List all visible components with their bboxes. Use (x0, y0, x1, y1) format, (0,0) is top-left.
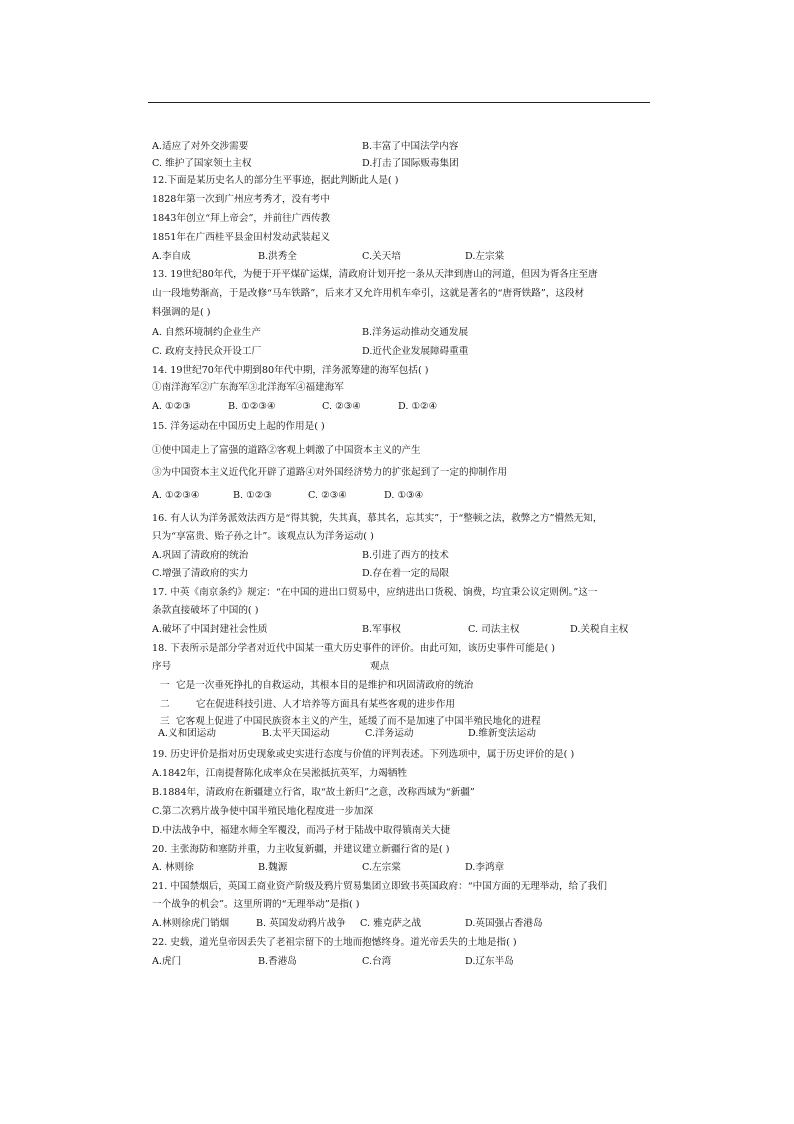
table-row-text: 它在促进科技引进、人才培养等方面具有某些客观的进步作用 (196, 699, 456, 710)
answer-option: D.存在着一定的局限 (362, 568, 450, 579)
answer-option: A.林则徐虎门销烟 (152, 918, 230, 929)
text-line: B.1884年，清政府在新疆建立行省，取“故土新归”之意，改称西域为“新疆” (152, 787, 475, 798)
answer-option: D.维新变法运动 (468, 728, 536, 739)
answer-option: C. 政府支持民众开设工厂 (152, 346, 262, 357)
answer-option: A.虎门 (152, 956, 182, 967)
text-line: ③为中国资本主义近代化开辟了道路④对外国经济势力的扩张起到了一定的抑制作用 (152, 467, 507, 478)
table-row-text: 它是一次垂死挣扎的自救运动，其根本目的是维护和巩固清政府的统治 (176, 680, 474, 691)
text-line: ①南洋海军②广东海军③北洋海军④福建海军 (152, 382, 344, 393)
text-line: A.1842年，江南提督陈化成率众在吴淞抵抗英军，力竭牺牲 (152, 768, 408, 779)
text-line: 18. 下表所示是部分学者对近代中国某一重大历史事件的评价。由此可知，该历史事件可能是( ) (152, 643, 555, 654)
answer-option: B. 英国发动鸦片战争 (256, 918, 346, 929)
answer-option: A.巩固了清政府的统治 (152, 550, 249, 561)
answer-option: B.洋务运动推动交通发展 (362, 327, 469, 338)
answer-option: C.左宗棠 (362, 862, 401, 873)
answer-option: D. ①③④ (384, 490, 424, 501)
answer-option: D.英国强占香港岛 (465, 918, 543, 929)
answer-option: A.李自成 (152, 251, 191, 262)
answer-option: A. ①②③ (152, 401, 191, 412)
answer-option: D.近代企业发展障碍重重 (362, 346, 469, 357)
answer-option: B. ①②③④ (228, 401, 276, 412)
text-line: 条款直接破坏了中国的( ) (152, 605, 259, 616)
text-line: 21. 中国禁烟后，英国工商业资产阶级及鸦片贸易集团立即致书英国政府：“中国方面的无理举动，给了我们 (152, 881, 607, 892)
text-line: 14. 19世纪70年代中期到80年代中期，洋务派筹建的海军包括( ) (152, 365, 429, 376)
text-line: 山一段地势渐高，于是改修“马车铁路”，后来才又允许用机车牵引，这就是著名的“唐胥铁路”，这段材 (152, 288, 585, 299)
text-line: 15. 洋务运动在中国历史上起的作用是( ) (152, 421, 325, 432)
answer-option: D.左宗棠 (465, 251, 505, 262)
text-line: C.第二次鸦片战争使中国半殖民地化程度进一步加深 (152, 806, 374, 817)
answer-option: B. ①②③ (233, 490, 272, 501)
answer-option: A.破坏了中国封建社会性质 (152, 624, 268, 635)
text-line: 只为“享富贵、贻子孙之计”。该观点认为洋务运动( ) (152, 531, 374, 542)
text-line: 20. 主张海防和塞防并重，力主收复新疆，并建议建立新疆行省的是( ) (152, 844, 450, 855)
text-line: 1851年在广西桂平县金田村发动武装起义 (152, 232, 330, 243)
text-line: 22. 史载，道光皇帝因丢失了老祖宗留下的土地而抱憾终身。道光帝丢失的土地是指( ) (152, 937, 517, 948)
answer-option: B.魏源 (258, 862, 288, 873)
answer-option: C. ②③④ (308, 490, 347, 501)
table-row-text: 它客观上促进了中国民族资本主义的产生，延缓了而不是加速了中国半殖民地化的进程 (176, 716, 541, 727)
answer-option: D. ①②④ (398, 401, 438, 412)
answer-option: A. 自然环境制约企业生产 (152, 327, 261, 338)
text-line: 一个战争的机会”。这里所谓的“无理举动”是指( ) (152, 899, 360, 910)
answer-option: C. 维护了国家领土主权 (152, 158, 252, 169)
answer-option: B.丰富了中国法学内容 (362, 141, 459, 152)
text-line: 1843年创立“拜上帝会”，并前往广西传教 (152, 213, 331, 224)
table-row-no: 二 (160, 699, 170, 710)
answer-option: B.引进了西方的技术 (362, 550, 449, 561)
answer-option: A.适应了对外交涉需要 (152, 141, 249, 152)
table-row-no: 三 (160, 716, 170, 727)
answer-option: A. ①②③④ (152, 490, 200, 501)
answer-option: D.辽东半岛 (465, 956, 514, 967)
table-row-no: 一 (160, 680, 170, 691)
answer-option: C.增强了清政府的实力 (152, 568, 249, 579)
answer-option: D.关税自主权 (570, 624, 629, 635)
answer-option: C. 雅克萨之战 (360, 918, 422, 929)
text-line: ①使中国走上了富强的道路②客观上刺激了中国资本主义的产生 (152, 445, 421, 456)
answer-option: D.打击了国际贩毒集团 (362, 158, 459, 169)
answer-option: C. ②③④ (322, 401, 361, 412)
answer-option: A.义和团运动 (158, 728, 216, 739)
table-header-no: 序号 (152, 661, 172, 672)
text-line: 16. 有人认为洋务派效法西方是“得其貌，失其真，慕其名，忘其实”，于“整顿之法，救弊之方”懵然无知， (152, 513, 603, 524)
answer-option: D.李鸿章 (465, 862, 505, 873)
answer-option: C.台湾 (362, 956, 392, 967)
answer-option: C. 司法主权 (468, 624, 520, 635)
text-line: 19. 历史评价是指对历史现象或史实进行态度与价值的评判表述。下列选项中，属于历史评价的是( ) (152, 749, 575, 760)
answer-option: A. 林则徐 (152, 862, 194, 873)
answer-option: B.军事权 (362, 624, 401, 635)
answer-option: B.香港岛 (258, 956, 297, 967)
table-header-view: 观点 (370, 661, 390, 672)
text-line: 料强调的是( ) (152, 307, 211, 318)
text-line: 13. 19世纪80年代，为便于开平煤矿运煤，清政府计划开挖一条从天津到唐山的河道，但因为胥各庄至唐 (152, 269, 598, 280)
text-line: 12.下面是某历史名人的部分生平事迹，据此判断此人是( ) (152, 175, 399, 186)
answer-option: C.洋务运动 (365, 728, 414, 739)
answer-option: B.太平天国运动 (262, 728, 330, 739)
answer-option: B.洪秀全 (258, 251, 297, 262)
text-line: 1828年第一次到广州应考秀才，没有考中 (152, 194, 330, 205)
answer-option: C.关天培 (362, 251, 401, 262)
header-rule (148, 102, 650, 103)
text-line: D.中法战争中，福建水师全军覆没，而冯子材于陆战中取得镇南关大捷 (152, 825, 451, 836)
text-line: 17. 中英《南京条约》规定：“在中国的进出口贸易中，应纳进出口货税、饷费，均宜秉公议定则例。”这一 (152, 587, 598, 598)
